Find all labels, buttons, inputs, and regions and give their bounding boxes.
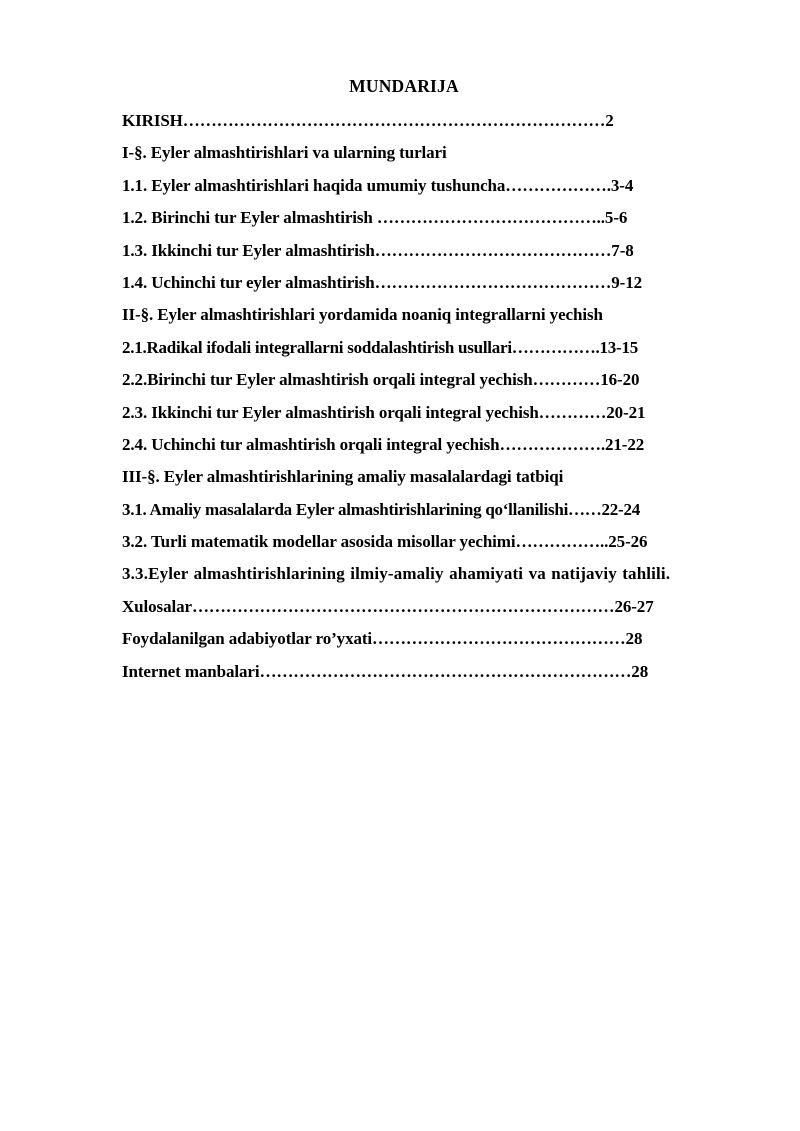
toc-entry-2-3: 2.3. Ikkinchi tur Eyler almashtirish orqali integral yechish…………20-21 xyxy=(122,402,646,422)
toc-section-1: I-§. Eyler almashtirishlari va ularning turlari xyxy=(122,143,447,163)
toc-entry-1-4: 1.4. Uchinchi tur eyler almashtirish……………………………………9-12 xyxy=(122,272,643,292)
toc-entry-3-2: 3.2. Turli matematik modellar asosida misollar yechimi……………..25-26 xyxy=(122,532,648,552)
toc-entry-kirish: KIRISH…………………………………………………………………2 xyxy=(122,111,614,130)
toc-section-3: III-§. Eyler almashtirishlarining amaliy masalalardagi tatbiqi xyxy=(122,467,564,487)
page-title: MUNDARIJA xyxy=(349,76,459,96)
toc-section-2: II-§. Eyler almashtirishlari yordamida noaniq integrallarni yechish xyxy=(122,305,603,325)
table-of-contents xyxy=(122,110,722,693)
toc-entry-2-4: 2.4. Uchinchi tur almashtirish orqali integral yechish……………….21-22 xyxy=(122,434,645,454)
toc-entry-1-1: 1.1. Eyler almashtirishlari haqida umumiy tushuncha……………….3-4 xyxy=(122,175,634,195)
toc-entry-xulosalar: Xulosalar…………………………………………………………………26-27 xyxy=(122,596,654,616)
toc-entry-3-1: 3.1. Amaliy masalalarda Eyler almashtirishlarining qo‘llanilishi……22-24 xyxy=(122,499,640,519)
toc-entry-1-3: 1.3. Ikkinchi tur Eyler almashtirish……………………………………7-8 xyxy=(122,240,634,260)
toc-entry-1-2: 1.2. Birinchi tur Eyler almashtirish …………………………………..5-6 xyxy=(122,208,628,228)
toc-entry-2-2: 2.2.Birinchi tur Eyler almashtirish orqali integral yechish…………16-20 xyxy=(122,370,640,390)
toc-entry-adabiyotlar: Foydalanilgan adabiyotlar ro’yxati………………………………………28 xyxy=(122,629,643,649)
toc-entry-2-1: 2.1.Radikal ifodali integrallarni soddalashtirish usullari…………….13-15 xyxy=(122,337,638,357)
toc-entry-3-3: 3.3.Eyler almashtirishlarining ilmiy-amaliy ahamiyati va natijaviy tahlili. xyxy=(122,564,671,584)
toc-entry-internet: Internet manbalari…………………………………………………………28 xyxy=(122,661,649,681)
